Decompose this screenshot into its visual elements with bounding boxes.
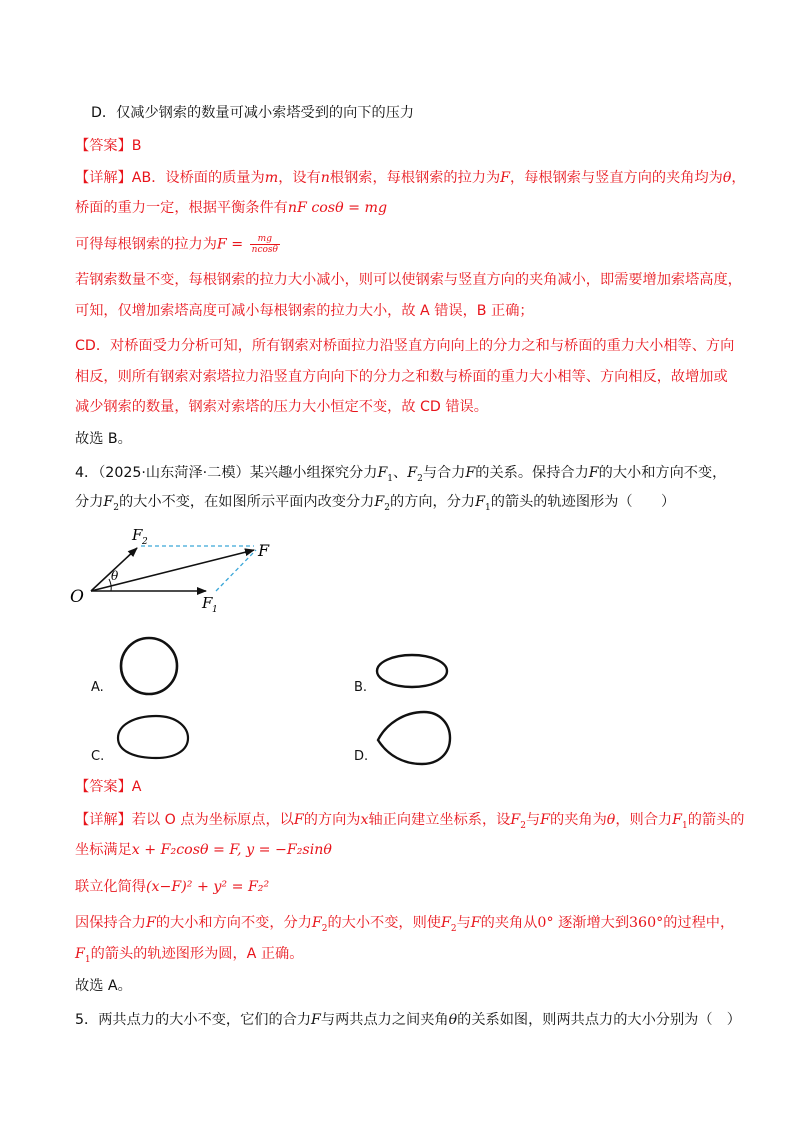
option-d-egg[interactable] (374, 708, 454, 768)
svg-text:1: 1 (212, 605, 218, 615)
q4-stem-line-2: 分力$F_2$的大小不变，在如图所示平面内改变分力$F_2$的方向，分力$F_1$的箭头的轨迹图形为（ ） (75, 494, 676, 513)
option-d-label[interactable]: D. (354, 749, 369, 764)
dashed-parallel-side (216, 550, 256, 591)
q4-detail-line-2: 坐标满足x + F₂cosθ = F, y = −F₂sinθ (75, 842, 332, 858)
q3-detail-line-3: 可得每根钢索的拉力为F = $\frac{mg}{ncos\theta}$ (75, 234, 278, 255)
q3-fraction: $\frac{mg}{ncos\theta}$ (251, 234, 278, 255)
q4-detail-line-3: 联立化简得(x−F)² + y² = F₂² (75, 879, 270, 895)
q3-detail-line-7: 相反，则所有钢索对索塔拉力沿竖直方向向下的分力之和数与桥面的重力大小相等、方向相反，故增加或 (75, 369, 728, 385)
label-o: O (70, 587, 84, 607)
label-f2: F (132, 526, 143, 544)
q4-answer: 【答案】A (75, 779, 142, 795)
option-a-circle[interactable] (115, 634, 183, 700)
label-f: F (258, 541, 270, 560)
q3-option-d: D．仅减少钢索的数量可减小索塔受到的向下的压力 (91, 105, 415, 121)
option-c-label[interactable]: C. (91, 749, 105, 764)
q3-answer: 【答案】B (75, 138, 142, 154)
svg-text:2: 2 (142, 537, 148, 547)
option-a-label[interactable]: A. (91, 680, 104, 695)
q3-detail-line-8: 减少钢索的数量，钢索对索塔的压力大小恒定不变，故 CD 错误。 (75, 399, 488, 415)
option-b-label[interactable]: B. (354, 680, 368, 695)
q4-conclusion: 故选 A。 (75, 978, 132, 994)
q4-detail-line-5: $F_1$的箭头的轨迹图形为圆，A 正确。 (75, 946, 304, 965)
q3-conclusion: 故选 B。 (75, 431, 132, 447)
q3-detail-line-2: 桥面的重力一定，根据平衡条件有nF cosθ = mg (75, 200, 388, 216)
option-c-egg[interactable] (112, 712, 194, 764)
q3-detail-line-5: 可知，仅增加索塔高度可减小每根钢索的拉力大小，故 A 错误，B 正确； (75, 303, 534, 319)
option-b-ellipse[interactable] (372, 652, 452, 692)
q4-equation-coordinates: x + F₂cosθ = F, y = −F₂sinθ (131, 842, 332, 858)
label-f1: F (202, 594, 213, 612)
q3-detail-line-1: 【详解】AB．设桥面的质量为m，设有n根钢索，每根钢索的拉力为F，每根钢索与竖直方向的夹角均为θ， (75, 170, 746, 186)
q4-vector-diagram (68, 520, 288, 620)
q3-detail-line-4: 若钢索数量不变，每根钢索的拉力大小减小，则可以使钢索与竖直方向的夹角减小，即需要增加索塔高度， (75, 272, 742, 288)
q4-detail-line-1: 【详解】若以 O 点为坐标原点，以F的方向为x轴正向建立坐标系，设$F_2$与F的夹角为θ，则合力$F_1$的箭头的 (75, 812, 745, 831)
q3-equation-balance: nF cosθ = mg (287, 200, 388, 216)
q4-stem-line-1: 4．（2025·山东菏泽·二模）某兴趣小组探究分力$F_1$、$F_2$与合力F的关系。保持合力F的大小和方向不变， (75, 465, 727, 484)
label-theta: θ (111, 569, 119, 583)
q5-stem: 5．两共点力的大小不变，它们的合力F与两共点力之间夹角θ的关系如图，则两共点力的大小分别为（ ） (75, 1012, 741, 1028)
q3-detail-line-6: CD．对桥面受力分析可知，所有钢索对桥面拉力沿竖直方向向上的分力之和与桥面的重力大小相等、方向 (75, 338, 735, 354)
q4-detail-line-4: 因保持合力F的大小和方向不变，分力$F_2$的大小不变，则使$F_2$与F的夹角从0° 逐渐增大到360°的过程中， (75, 915, 735, 934)
q4-equation-circle: (x−F)² + y² = F₂² (145, 879, 270, 895)
